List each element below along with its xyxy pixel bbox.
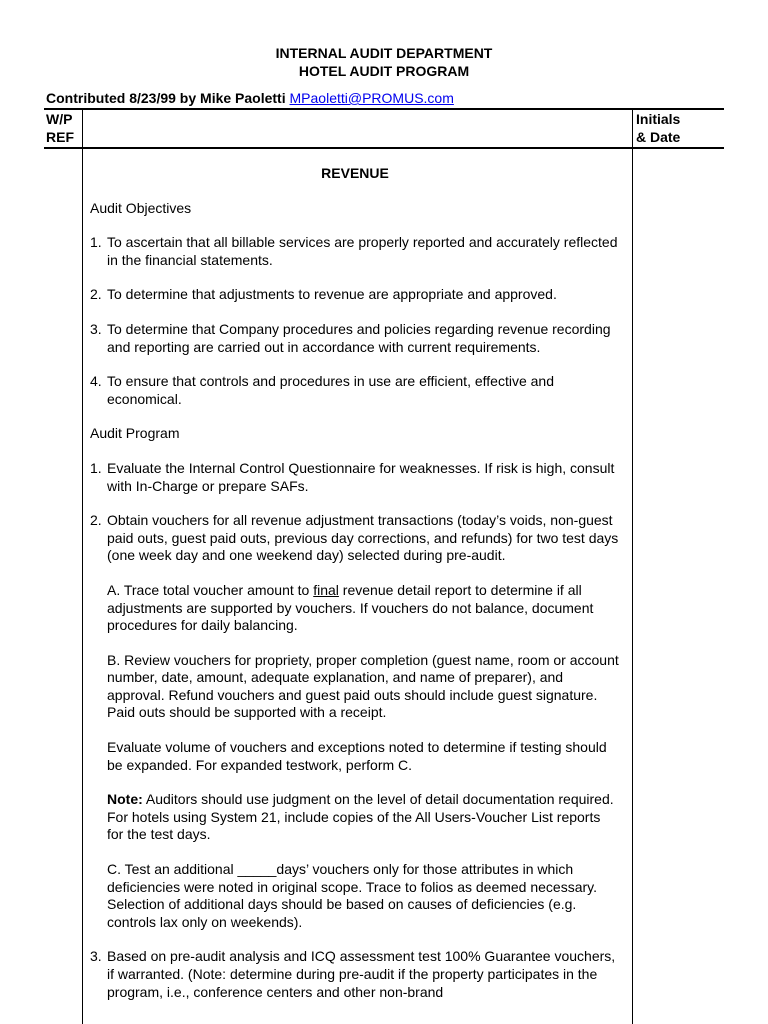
objective-item: 1. To ascertain that all billable services are properly reported and accurately reflected in the financial statements. xyxy=(90,234,618,268)
ref-label: REF xyxy=(46,129,74,145)
email-link[interactable]: MPaoletti@PROMUS.com xyxy=(289,90,454,106)
initials-date-header xyxy=(636,110,680,146)
note-label: Note: xyxy=(107,791,143,808)
audit-content xyxy=(90,165,620,1018)
program-heading: Audit Program xyxy=(90,425,180,442)
contributor-line xyxy=(46,89,454,107)
final-underlined: final xyxy=(313,581,339,598)
note-paragraph: Note: Auditors should use judgment on the level of detail documentation required. For hotels using System 21, include copies of the All Users-Voucher List reports for the test days. xyxy=(107,791,614,843)
objective-item: 2. To determine that adjustments to revenue are appropriate and approved. xyxy=(90,286,557,303)
objective-item: 3. To determine that Company procedures and policies regarding revenue recording and reporting are carried out in accordance with current requirements. xyxy=(90,320,611,355)
wp-ref-header xyxy=(46,110,74,146)
program-title: HOTEL AUDIT PROGRAM xyxy=(298,63,470,79)
right-column-divider xyxy=(632,108,633,1024)
header-rule xyxy=(44,147,724,149)
step-a: A. Trace total voucher amount to final revenue detail report to determine if all adjustments are supported by vouchers. If vouchers do not balance, document procedures for daily balancing. xyxy=(107,581,594,634)
objective-item: 4. To ensure that controls and procedures in use are efficient, effective and economical. xyxy=(90,373,554,407)
step-b: B. Review vouchers for propriety, proper completion (guest name, room or account number, date, amount, adequate explanation, and name of preparer), and approval. Refund vouchers and guest paid outs should include guest signature. Paid outs should be supported with a receipt. xyxy=(107,651,619,721)
step-c: C. Test an additional _____days’ vouchers only for those attributes in which deficiencies were noted in original scope. Trace to folios as deemed necessary. Selection of additional days should be based on causes of deficiencies (e.g. controls lax only on weekends). xyxy=(107,861,598,930)
department-title: INTERNAL AUDIT DEPARTMENT xyxy=(275,45,493,61)
left-column-divider xyxy=(82,108,83,1024)
top-rule xyxy=(44,108,724,110)
program-item: 3. Based on pre-audit analysis and ICQ assessment test 100% Guarantee vouchers, if warranted. (Note: determine during pre-audit if the property participates in the program, i.e., conference centers and other non-brand xyxy=(90,948,616,1000)
objectives-heading: Audit Objectives xyxy=(90,199,192,216)
program-item: 2. Obtain vouchers for all revenue adjustment transactions (today’s voids, non-guest paid outs, guest paid outs, previous day corrections, and refunds) for two test days (one week day and one weekend day) selected during pre-audit. xyxy=(90,512,619,564)
program-item: 1. Evaluate the Internal Control Questionnaire for weaknesses. If risk is high, consult with In-Charge or prepare SAFs. xyxy=(90,459,615,494)
initials-label: Initials xyxy=(636,111,681,127)
wp-label: W/P xyxy=(46,111,73,127)
evaluate-paragraph: Evaluate volume of vouchers and exceptions noted to determine if testing should be expanded. For expanded testwork, perform C. xyxy=(107,739,607,773)
date-label: & Date xyxy=(636,129,681,145)
contributed-text: Contributed 8/23/99 by Mike Paoletti xyxy=(46,90,286,106)
section-title: REVENUE xyxy=(321,165,389,181)
